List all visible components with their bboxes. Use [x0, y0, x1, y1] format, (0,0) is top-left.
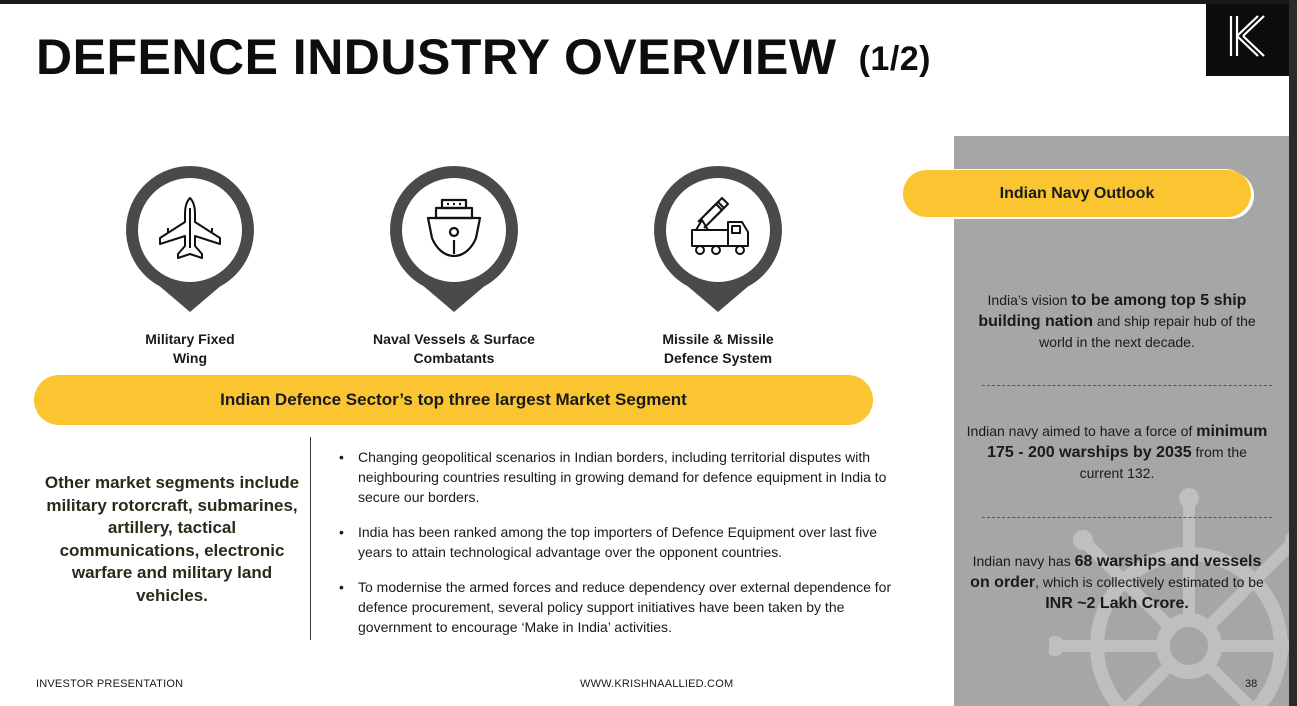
company-logo	[1206, 4, 1289, 76]
title-text: DEFENCE INDUSTRY OVERVIEW	[36, 29, 837, 85]
point-highlight: to be among top 5 ship building nation	[978, 292, 1247, 330]
point-text: Indian navy has	[972, 553, 1075, 569]
point-text: from the current 132.	[1079, 444, 1247, 481]
segment-label-line: Wing	[172, 350, 208, 366]
segment-label-line: Military Fixed	[145, 331, 235, 347]
bullet-list	[338, 447, 908, 652]
segment-label-missile	[598, 330, 838, 368]
segment-label-line: Combatants	[413, 350, 495, 366]
list-item	[338, 447, 908, 507]
segment-pin-fixed-wing	[124, 164, 256, 314]
title-part-number: (1/2)	[858, 40, 932, 78]
divider-line	[310, 437, 311, 640]
k-logo-icon	[1228, 14, 1268, 58]
bullet-dot: •	[339, 579, 344, 595]
segment-label-line: Missile & Missile	[662, 331, 774, 347]
navy-point-force	[966, 421, 1268, 484]
point-highlight: 68 warships and vessels on order	[970, 553, 1262, 591]
list-item	[338, 522, 908, 562]
segment-label-naval	[334, 330, 574, 368]
segment-label-line: Defence System	[663, 350, 773, 366]
market-segment-banner: Indian Defence Sector’s top three largest Market Segment	[34, 375, 873, 425]
page-title	[36, 28, 931, 86]
right-border	[1289, 0, 1297, 706]
segment-label-fixed-wing	[70, 330, 310, 368]
dashed-divider	[982, 385, 1272, 386]
fighter-jet-icon	[154, 192, 226, 264]
bullet-dot: •	[339, 449, 344, 465]
bullet-text: To modernise the armed forces and reduce dependency over external dependence for defence procurement, several policy support initiatives have been taken by the government to encourage ‘Make in India’ activities.	[358, 579, 892, 635]
navy-point-vision	[966, 290, 1268, 353]
ship-icon	[418, 192, 490, 264]
point-highlight: INR ~2 Lakh Crore.	[1045, 595, 1189, 612]
segment-pin-naval	[388, 164, 520, 314]
segment-pin-missile	[652, 164, 784, 314]
list-item	[338, 577, 908, 637]
bullet-text: Changing geopolitical scenarios in Indian borders, including territorial disputes with neighbouring countries resulting in growing demand for defence equipment in India to secure our borders.	[358, 449, 887, 505]
navy-outlook-heading: Indian Navy Outlook	[903, 170, 1251, 217]
other-segments-text: Other market segments include military rotorcraft, submarines, artillery, tactical communications, electronic warfare and military land vehicles.	[44, 473, 300, 605]
footer-left: INVESTOR PRESENTATION	[36, 678, 184, 690]
page-number: 38	[1245, 678, 1258, 690]
top-border	[0, 0, 1297, 4]
point-text: India’s vision	[987, 292, 1072, 308]
dashed-divider	[982, 517, 1272, 518]
bullet-text: India has been ranked among the top importers of Defence Equipment over last five years to attain technological advantage over the opponent countries.	[358, 524, 878, 560]
navy-point-orders	[966, 551, 1268, 614]
footer-website[interactable]: WWW.KRISHNAALLIED.COM	[580, 678, 734, 690]
segment-label-line: Naval Vessels & Surface	[373, 331, 535, 347]
point-text: , which is collectively estimated to be	[1035, 574, 1264, 590]
point-highlight: minimum 175 - 200 warships by 2035	[987, 423, 1268, 461]
point-text: and ship repair hub of the world in the next decade.	[1039, 313, 1256, 350]
bullet-dot: •	[339, 524, 344, 540]
point-text: Indian navy aimed to have a force of	[966, 423, 1197, 439]
missile-launcher-icon	[682, 192, 754, 264]
